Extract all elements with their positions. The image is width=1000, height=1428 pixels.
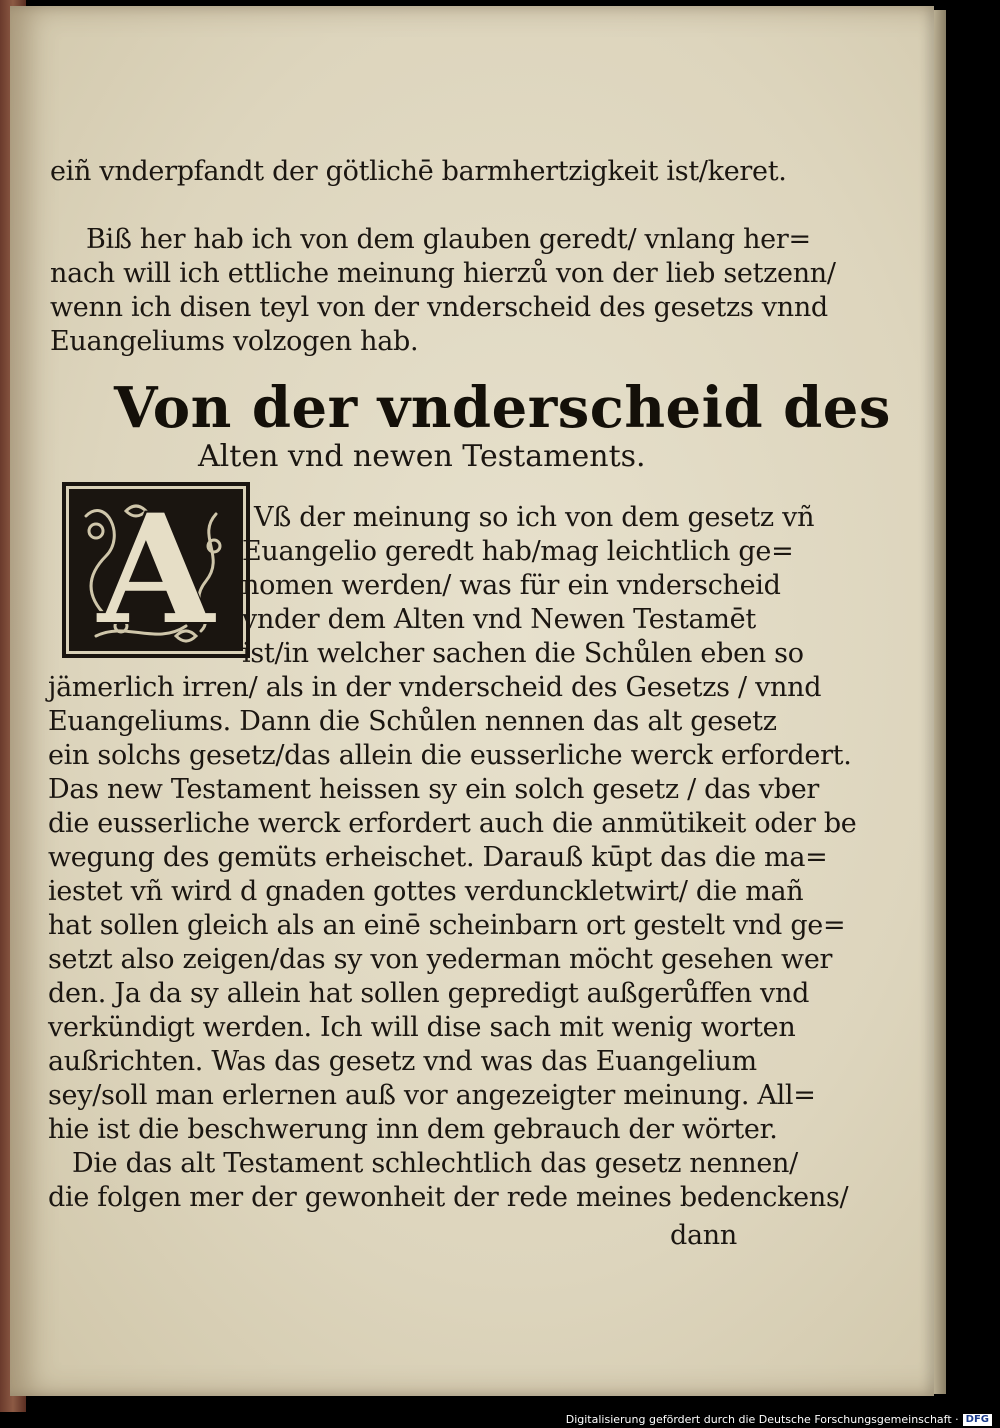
text-line: wenn ich disen teyl von der vnderscheid des gesetzs vnnd (50, 292, 828, 323)
decorated-initial (62, 482, 250, 658)
text-line: außrichten. Was das gesetz vnd was das Euangelium (48, 1046, 757, 1077)
text-line: nomen werden/ was für ein vnderscheid (242, 570, 781, 601)
text-line: ein solchs gesetz/das allein die eusserliche werck erfordert. (48, 740, 852, 771)
text-line: wegung des gemüts erheischet. Darauß kūpt das die ma= (48, 842, 828, 873)
text-line: setzt also zeigen/das sy von yederman möcht gesehen wer (48, 944, 833, 975)
catchword: dann (670, 1220, 737, 1251)
page-edge (934, 10, 946, 1394)
text-line: jämerlich irren/ als in der vnderscheid des Gesetzs / vnnd (48, 672, 822, 703)
text-line: vnder dem Alten vnd Newen Testamēt (242, 604, 756, 635)
text-line: den. Ja da sy allein hat sollen gepredigt außgerůffen vnd (48, 978, 810, 1009)
text-line: die eusserliche werck erfordert auch die anmütikeit oder be (48, 808, 857, 839)
text-line: eiñ vnderpfandt der götlichē barmhertzigkeit ist/keret. (50, 156, 787, 187)
text-line: Euangeliums volzogen hab. (50, 326, 419, 357)
funding-text: Digitalisierung gefördert durch die Deutsche Forschungsgemeinschaft · (565, 1413, 959, 1426)
text-line: Euangeliums. Dann die Schůlen nennen das alt gesetz (48, 706, 777, 737)
text-line: Die das alt Testament schlechtlich das gesetz nennen/ (72, 1148, 798, 1179)
text-line: sey/soll man erlernen auß vor angezeigter meinung. All= (48, 1080, 816, 1111)
text-line: hat sollen gleich als an einē scheinbarn ort gestelt vnd ge= (48, 910, 846, 941)
section-subheading: Alten vnd newen Testaments. (198, 439, 646, 474)
text-line: Biß her hab ich von dem glauben geredt/ vnlang her= (86, 224, 811, 255)
section-heading: Von der vnderscheid des (114, 375, 891, 441)
text-line: Das new Testament heissen sy ein solch gesetz / das vber (48, 774, 819, 805)
text-line: nach will ich ettliche meinung hierzů von der lieb setzenn/ (50, 258, 836, 289)
funding-notice (566, 1413, 992, 1427)
text-line: Euangelio geredt hab/mag leichtlich ge= (242, 536, 794, 567)
text-line: iestet vñ wird d gnaden gottes verdunckletwirt/ die mañ (48, 876, 804, 907)
book-page (10, 6, 934, 1396)
text-line: Vß der meinung so ich von dem gesetz vñ (254, 502, 815, 533)
text-line: die folgen mer der gewonheit der rede meines bedenckens/ (48, 1182, 849, 1213)
text-line: ist/in welcher sachen die Schůlen eben so (242, 638, 804, 669)
initial-letter: A (97, 482, 215, 658)
text-line: hie ist die beschwerung inn dem gebrauch der wörter. (48, 1114, 778, 1145)
dfg-logo: DFG (963, 1414, 992, 1426)
text-line: verkündigt werden. Ich will dise sach mit wenig worten (48, 1012, 796, 1043)
